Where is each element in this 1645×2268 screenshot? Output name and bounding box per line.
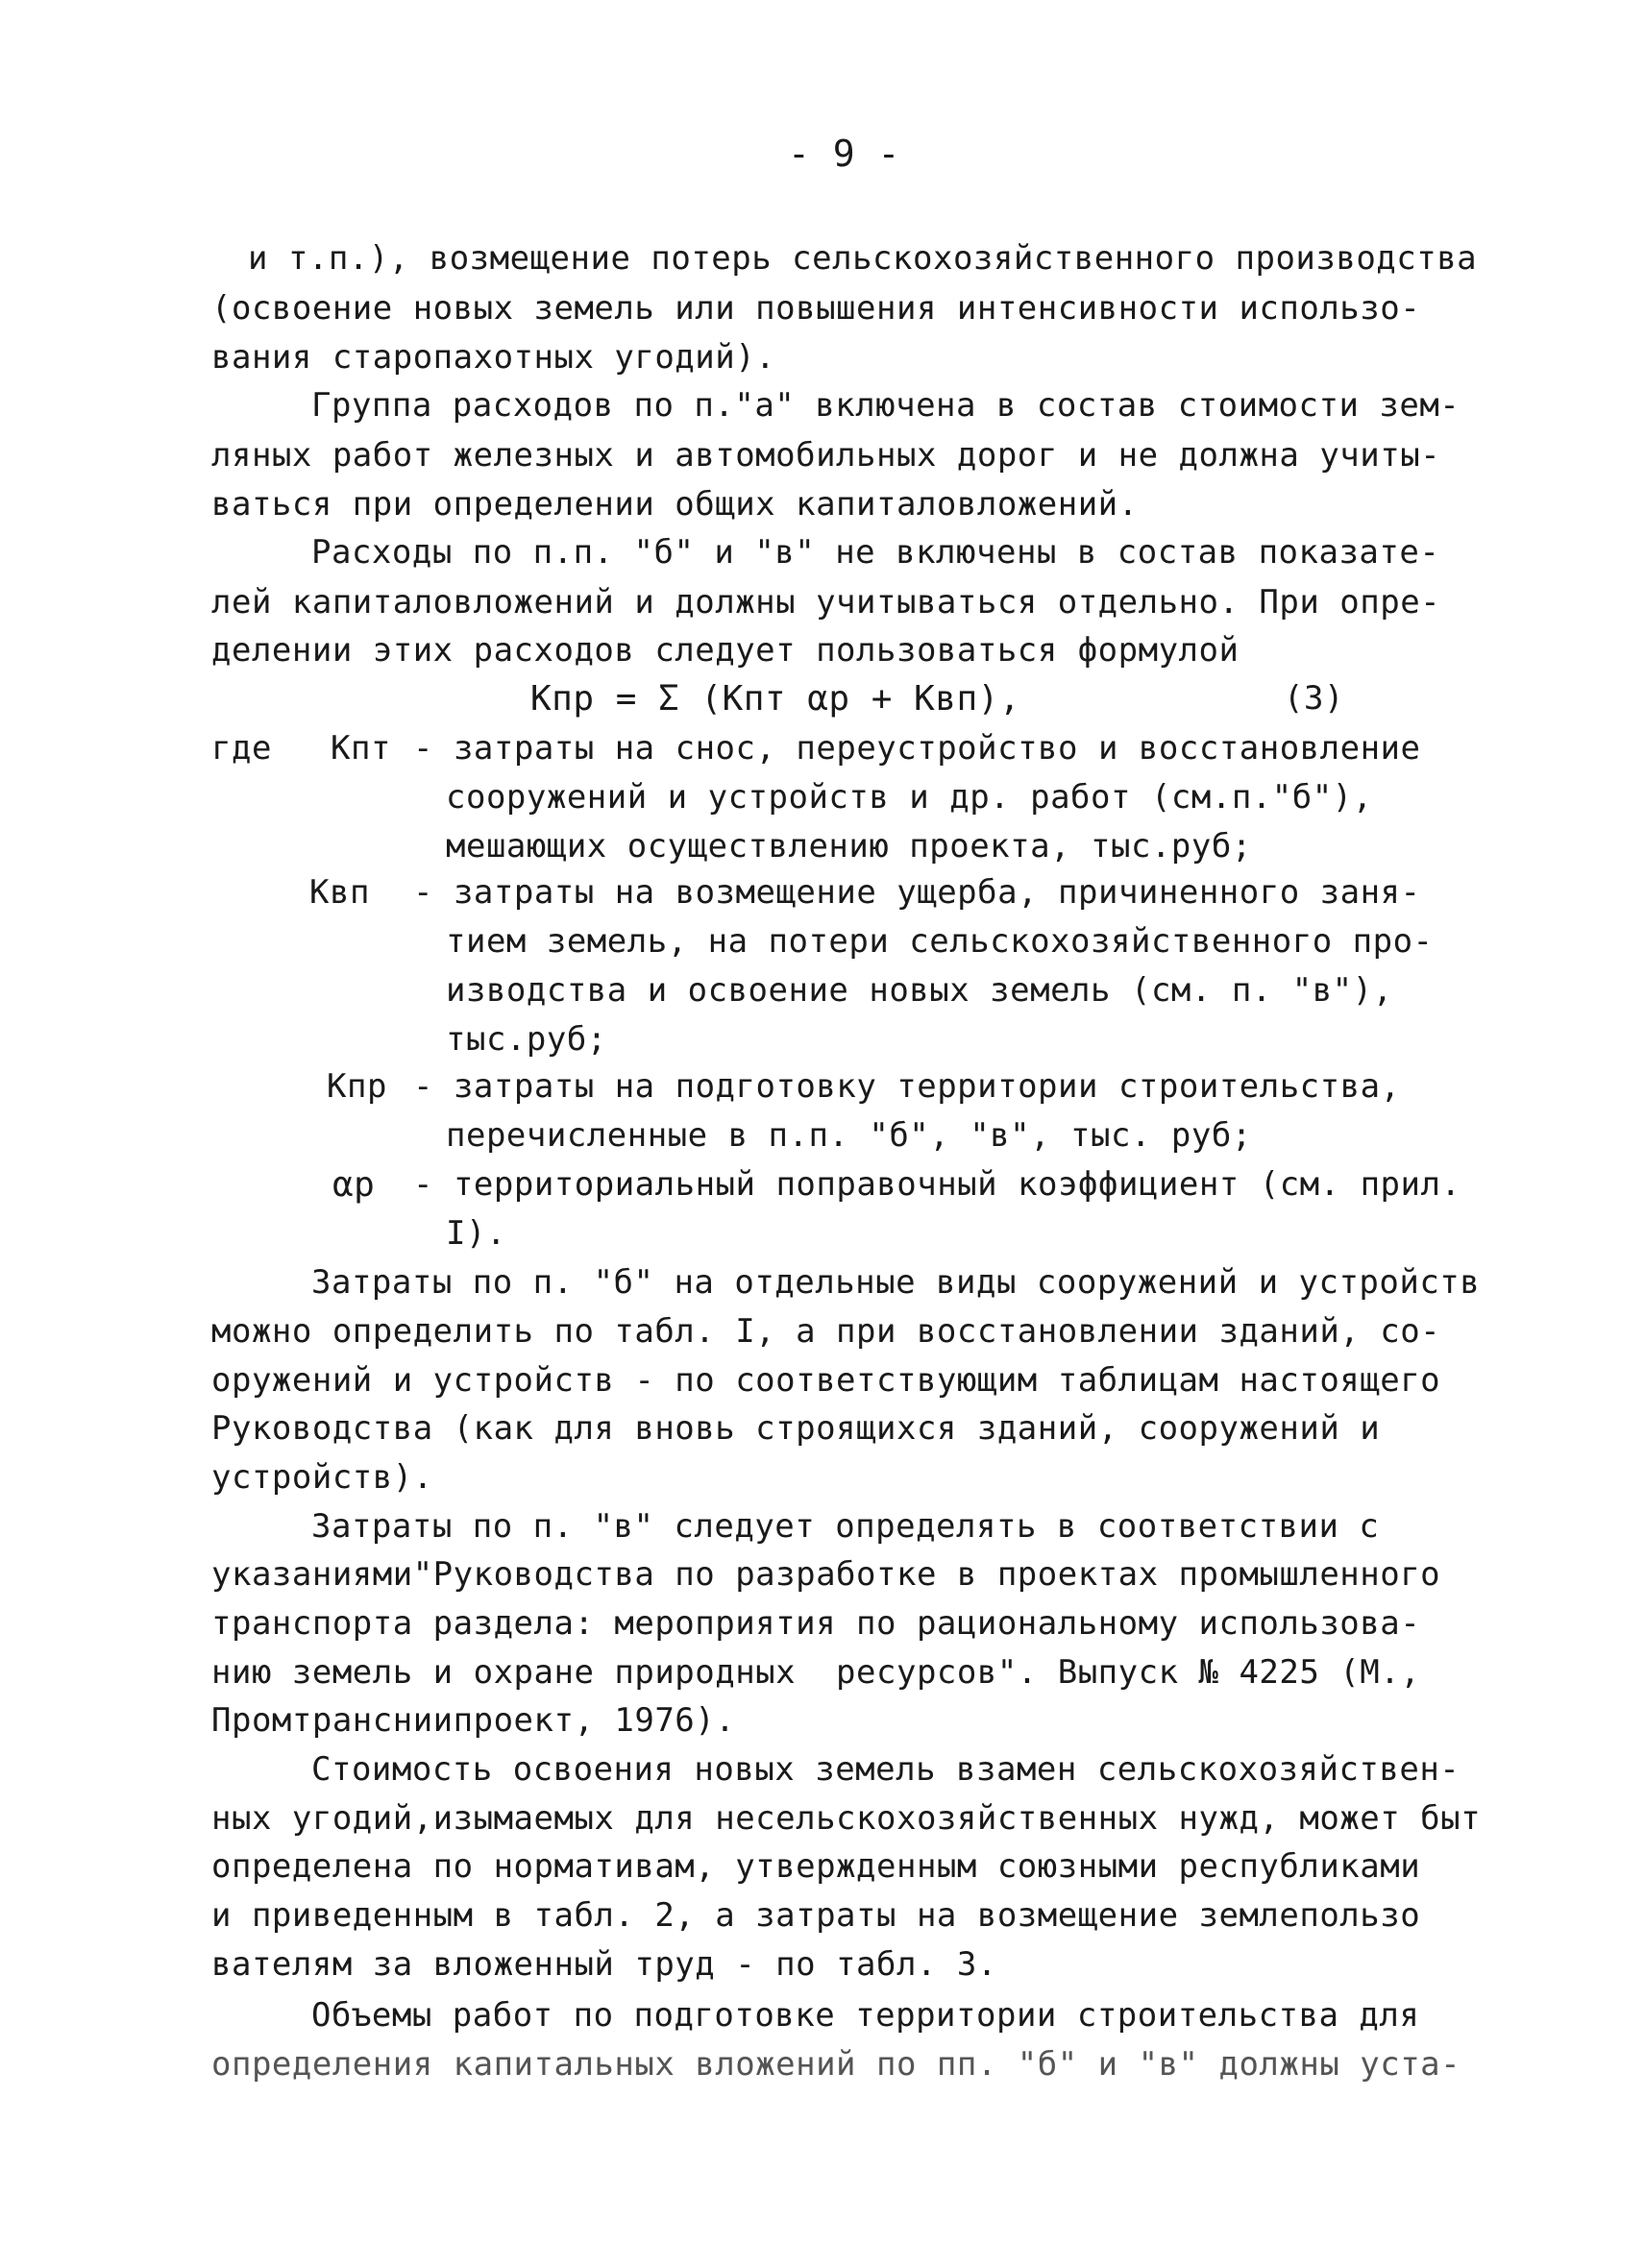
text-line: и приведенным в табл. 2, а затраты на возмещение землепользо — [211, 1896, 1421, 1935]
definition-term: αр — [332, 1165, 376, 1205]
where-label: где — [211, 729, 272, 768]
definition-line: - затраты на снос, переустройство и восстановление — [413, 729, 1421, 768]
definition-line: изводства и освоение новых земель (см. п. "в"), — [446, 971, 1393, 1010]
text-line: Затраты по п. "б" на отдельные виды сооружений и устройств — [311, 1263, 1481, 1302]
definition-line: мешающих осуществлению проекта, тыс.руб; — [446, 827, 1252, 866]
definition-term: Кпр — [327, 1067, 387, 1106]
text-line: устройств). — [211, 1458, 433, 1497]
definition-line: - территориальный поправочный коэффициент (см. прил. — [413, 1165, 1461, 1204]
text-line: (освоение новых земель или повышения интенсивности использо- — [211, 289, 1421, 328]
definition-line: перечисленные в п.п. "б", "в", тыс. руб; — [446, 1116, 1252, 1155]
text-line: оружений и устройств - по соответствующим таблицам настоящего — [211, 1361, 1441, 1400]
text-line: Промтрансниипроект, 1976). — [211, 1701, 736, 1740]
text-line: Руководства (как для вновь строящихся зданий, сооружений и — [211, 1409, 1381, 1448]
formula-number: (3) — [1284, 679, 1344, 718]
text-line: Объемы работ по подготовке территории строительства для — [311, 1996, 1420, 2035]
text-line: можно определить по табл. I, а при восстановлении зданий, со- — [211, 1312, 1441, 1351]
text-line: нию земель и охране природных ресурсов". Выпуск № 4225 (М., — [211, 1653, 1421, 1692]
text-line: определения капитальных вложений по пп. "б" и "в" должны уста- — [211, 2045, 1461, 2084]
definition-line: - затраты на возмещение ущерба, причиненного заня- — [413, 873, 1421, 912]
text-line: делении этих расходов следует пользоваться формулой — [211, 631, 1240, 670]
definition-line: - затраты на подготовку территории строительства, — [413, 1067, 1401, 1106]
text-line: Расходы по п.п. "б" и "в" не включены в состав показате- — [311, 533, 1440, 572]
definition-term: Кпт — [331, 729, 391, 768]
text-line: ляных работ железных и автомобильных дорог и не должна учиты- — [211, 436, 1441, 475]
text-line: вания старопахотных угодий). — [211, 338, 776, 377]
definition-line: тыс.руб; — [446, 1020, 607, 1059]
text-line: Стоимость освоения новых земель взамен сельскохозяйствен- — [311, 1750, 1461, 1789]
text-line: транспорта раздела: мероприятия по рациональному использова- — [211, 1604, 1421, 1643]
text-line: Группа расходов по п."а" включена в состав стоимости зем- — [311, 386, 1461, 425]
text-line: лей капиталовложений и должны учитываться отдельно. При опре- — [211, 583, 1441, 622]
definition-line: тием земель, на потери сельскохозяйственного про- — [446, 922, 1434, 961]
text-line: и т.п.), возмещение потерь сельскохозяйственного производства — [248, 239, 1478, 278]
definition-term: Квп — [309, 873, 370, 912]
text-line: Затраты по п. "в" следует определять в соответствии с — [311, 1507, 1380, 1546]
page-number: - 9 - — [788, 133, 900, 175]
definition-line: I). — [446, 1214, 506, 1253]
text-line: ных угодий,изымаемых для несельскохозяйственных нужд, может быт — [211, 1799, 1482, 1838]
text-line: указаниями"Руководства по разработке в проектах промышленного — [211, 1555, 1441, 1594]
text-line: ваться при определении общих капиталовложений. — [211, 485, 1139, 524]
definition-line: сооружений и устройств и др. работ (см.п."б"), — [446, 778, 1373, 817]
text-line: определена по нормативам, утвержденным союзными республиками — [211, 1847, 1421, 1886]
formula: Кпр = Σ (Кпт αр + Квп), — [530, 679, 1020, 719]
text-line: вателям за вложенный труд - по табл. 3. — [211, 1945, 997, 1984]
